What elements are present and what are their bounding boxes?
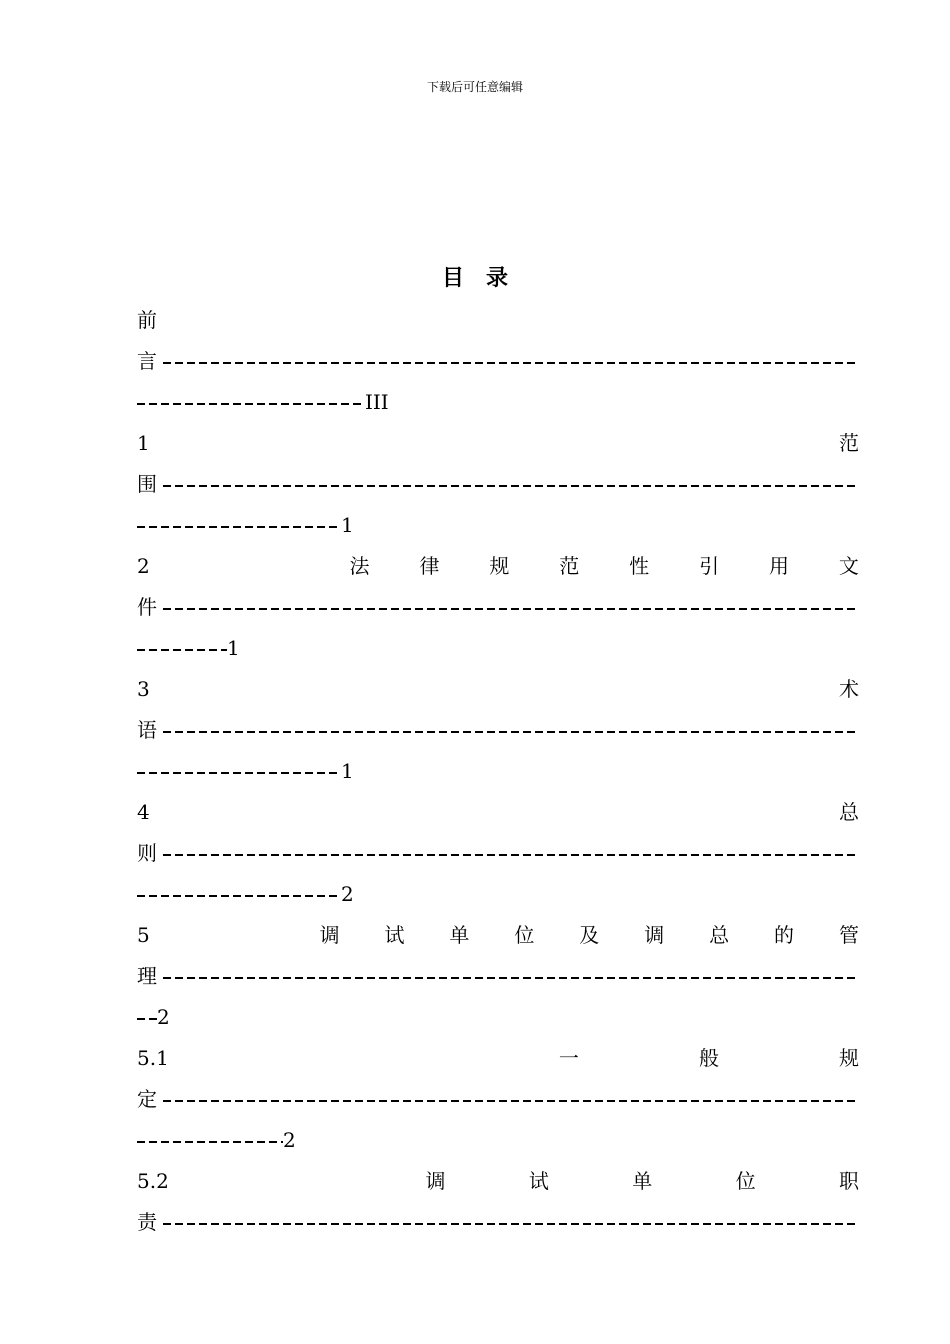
toc-leader-dashes	[137, 751, 341, 792]
toc-entry-title-char: 调	[425, 1169, 446, 1193]
toc-entry-title-last-char: 定	[137, 1087, 157, 1111]
toc-entry-preface-line3	[137, 382, 859, 423]
toc-leader-dashes	[137, 1120, 283, 1161]
toc-leader-dashes	[137, 505, 341, 546]
toc-entry-number: 1	[137, 431, 150, 455]
toc-entry-title-char: 引	[699, 554, 720, 578]
toc-leader-dashes	[163, 341, 859, 382]
toc-leader-dashes	[163, 1079, 859, 1120]
toc-entry-page-number: 2	[341, 882, 354, 906]
toc-entry-page-number: 1	[227, 636, 240, 660]
toc-entry-title-char: 用	[768, 554, 789, 578]
toc-entry-page-number: III	[365, 390, 389, 414]
toc-entry-number: 2	[137, 554, 150, 578]
toc-leader-dashes	[137, 997, 157, 1038]
toc-entry-title-char: 单	[449, 923, 470, 947]
toc-entry-number: 5.2	[137, 1169, 169, 1193]
toc-leader-dashes	[163, 464, 859, 505]
toc-entry-page-number: 2	[157, 1005, 170, 1029]
toc-entry-title-char: 及	[579, 923, 600, 947]
toc-leader-dashes	[163, 833, 859, 874]
toc-entry-title-char: 职	[838, 1169, 859, 1193]
toc-entry-title-char: 调	[319, 923, 340, 947]
toc-entry-title-last-char: 责	[137, 1210, 157, 1234]
toc-entry-title-char: 位	[514, 923, 535, 947]
toc-entry-2-line2	[137, 587, 859, 628]
toc-entry-title-char: 文	[838, 554, 859, 578]
toc-entry-preface-line1	[137, 300, 859, 341]
toc-entry-5-line1	[137, 915, 859, 956]
toc-entry-number: 3	[137, 677, 150, 701]
toc-leader-dashes	[137, 628, 227, 669]
toc-entry-1-line1	[137, 423, 859, 464]
toc-entry-3-line1	[137, 669, 859, 710]
toc-entry-title-last-char: 则	[137, 841, 157, 865]
toc-entry-title-char: 前	[137, 308, 157, 332]
toc-entry-1-line3	[137, 505, 859, 546]
toc-entry-page-number: 1	[341, 759, 354, 783]
toc-entry-title-char: 性	[629, 554, 650, 578]
toc-entry-4-line1	[137, 792, 859, 833]
toc-entry-3-line2	[137, 710, 859, 751]
toc-entry-title-last-char: 围	[137, 472, 157, 496]
toc-entry-number: 5	[137, 923, 150, 947]
toc-leader-dashes	[137, 382, 365, 423]
toc-entry-5-1-line1	[137, 1038, 859, 1079]
toc-entry-page-number: 1	[341, 513, 354, 537]
toc-entry-title-char: 规	[839, 1046, 859, 1070]
header-note: 下载后可任意编辑	[426, 80, 523, 94]
toc-entry-2-line1	[137, 546, 859, 587]
toc-entry-title-last-char: 件	[137, 595, 157, 619]
toc-leader-dashes	[163, 1202, 859, 1243]
toc-entry-2-line3	[137, 628, 859, 669]
toc-entry-title-char: 总	[709, 923, 730, 947]
toc-entry-title-char: 单	[632, 1169, 653, 1193]
toc-entry-title-char: 规	[489, 554, 510, 578]
toc-entry-title-char: 般	[698, 1046, 719, 1070]
toc-title: 目录	[441, 265, 530, 291]
toc-entry-number: 5.1	[137, 1046, 169, 1070]
toc-entry-5-line2	[137, 956, 859, 997]
toc-entry-title-char: 术	[839, 677, 859, 701]
toc-leader-dashes	[137, 874, 341, 915]
toc-entry-title-last-char: 言	[137, 349, 157, 373]
toc-entry-title-char: 一	[558, 1046, 579, 1070]
toc-entry-page-number: 2	[283, 1128, 296, 1152]
toc-entry-title-char: 试	[528, 1169, 549, 1193]
toc-entry-title-char: 试	[384, 923, 405, 947]
toc-entry-title-last-char: 理	[137, 964, 157, 988]
toc-entry-4-line2	[137, 833, 859, 874]
toc-entry-title-char: 管	[838, 923, 859, 947]
table-of-contents	[137, 300, 859, 1243]
toc-entry-5-2-line1	[137, 1161, 859, 1202]
toc-entry-3-line3	[137, 751, 859, 792]
toc-entry-title-char: 律	[419, 554, 440, 578]
toc-entry-title-char: 的	[774, 923, 795, 947]
toc-entry-5-line3	[137, 997, 859, 1038]
toc-entry-title-char: 总	[839, 800, 859, 824]
toc-entry-4-line3	[137, 874, 859, 915]
toc-entry-preface-line2	[137, 341, 859, 382]
toc-entry-title-char: 调	[644, 923, 665, 947]
toc-entry-title-char: 位	[735, 1169, 756, 1193]
toc-entry-title-char: 范	[559, 554, 580, 578]
toc-entry-5-1-line2	[137, 1079, 859, 1120]
toc-entry-title-char: 范	[839, 431, 859, 455]
toc-entry-5-2-line2	[137, 1202, 859, 1243]
toc-entry-title-last-char: 语	[137, 718, 157, 742]
toc-leader-dashes	[163, 587, 859, 628]
toc-leader-dashes	[163, 710, 859, 751]
toc-entry-1-line2	[137, 464, 859, 505]
toc-entry-number: 4	[137, 800, 150, 824]
toc-entry-title-char: 法	[349, 554, 370, 578]
toc-leader-dashes	[163, 956, 859, 997]
toc-entry-5-1-line3	[137, 1120, 859, 1161]
